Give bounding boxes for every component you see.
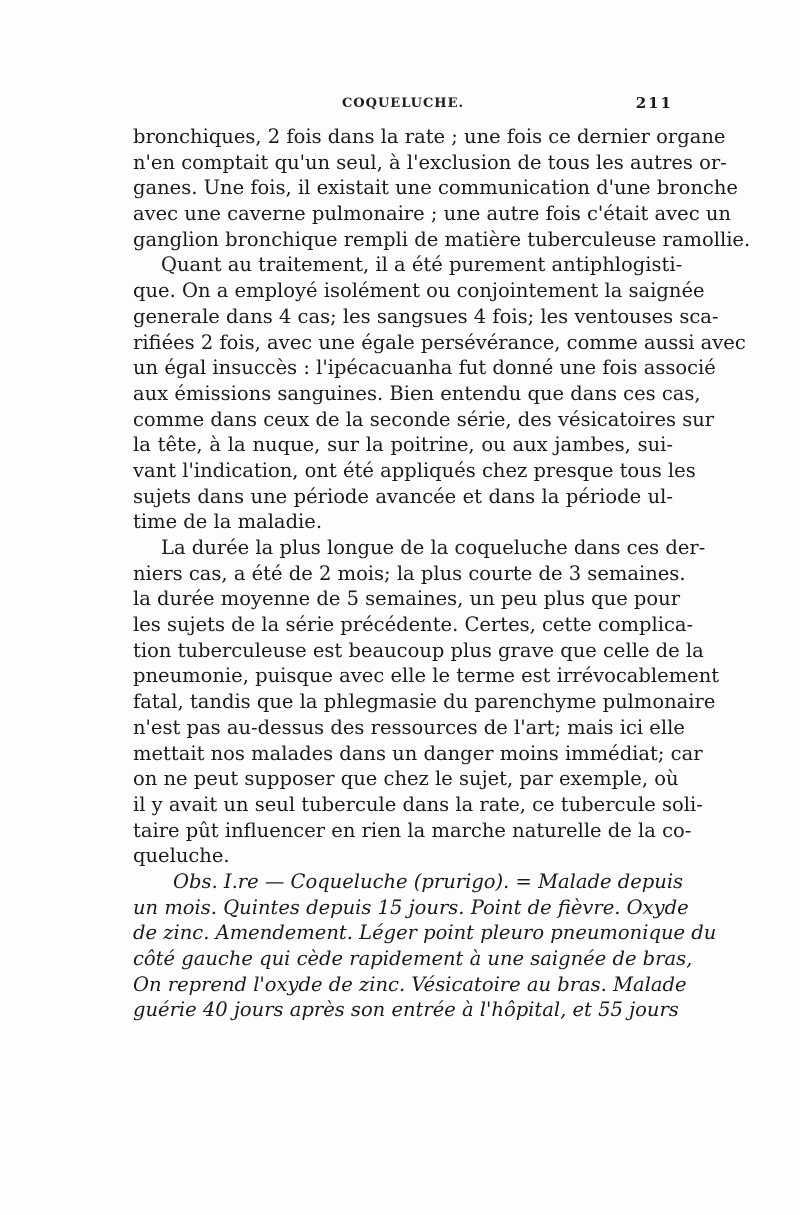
text-line: aux émissions sanguines. Bien entendu que dans ces cas, xyxy=(133,381,701,405)
text-line: vant l'indication, ont été appliqués chez presque tous les xyxy=(133,458,696,482)
observation-line: On reprend l'oxyde de zinc. Vésicatoire au bras. Malade xyxy=(133,972,687,996)
text-line: comme dans ceux de la seconde série, des vésicatoires sur xyxy=(133,407,715,431)
body-text xyxy=(133,124,751,1023)
text-line: un égal insuccès : l'ipécacuanha fut donné une fois associé xyxy=(133,356,716,380)
text-line: sujets dans une période avancée et dans la période ul- xyxy=(133,484,673,508)
text-line: on ne peut supposer que chez le sujet, par exemple, où xyxy=(133,767,679,791)
text-line: la tête, à la nuque, sur la poitrine, ou aux jambes, sui- xyxy=(133,433,673,457)
text-line: taire pût influencer en rien la marche naturelle de la co- xyxy=(133,818,692,842)
observation-line: un mois. Quintes depuis 15 jours. Point de fièvre. Oxyde xyxy=(133,895,689,919)
running-title: COQUELUCHE. xyxy=(341,96,465,111)
text-line: Quant au traitement, il a été purement antiphlogisti- xyxy=(161,253,683,277)
text-line: il y avait un seul tubercule dans la rate, ce tubercule soli- xyxy=(133,792,703,816)
text-line: rifiées 2 fois, avec une égale persévérance, comme aussi avec xyxy=(133,330,746,354)
text-line: La durée la plus longue de la coqueluche dans ces der- xyxy=(161,536,706,559)
text-line: n'est pas au-dessus des ressources de l'art; mais ici elle xyxy=(133,715,685,739)
observation-line: de zinc. Amendement. Léger point pleuro pneumonique du xyxy=(133,921,717,945)
text-line: avec une caverne pulmonaire ; une autre fois c'était avec un xyxy=(133,202,731,226)
text-line: tion tuberculeuse est beaucoup plus grave que celle de la xyxy=(133,638,704,662)
text-line: queluche. xyxy=(133,844,230,868)
text-line: bronchiques, 2 fois dans la rate ; une fois ce dernier organe xyxy=(133,125,726,148)
text-line: mettait nos malades dans un danger moins immédiat; car xyxy=(133,741,703,765)
text-line: fatal, tandis que la phlegmasie du parenchyme pulmonaire xyxy=(133,690,716,714)
text-line: n'en comptait qu'un seul, à l'exclusion de tous les autres or- xyxy=(133,150,727,174)
observation-line: Obs. I.re — Coqueluche (prurigo). = Malade depuis xyxy=(173,869,684,893)
observation-line: guérie 40 jours après son entrée à l'hôpital, et 55 jours xyxy=(133,998,679,1022)
text-line: ganglion bronchique rempli de matière tuberculeuse ramollie. xyxy=(133,227,751,251)
text-line: niers cas, a été de 2 mois; la plus courte de 3 semaines. xyxy=(133,561,686,585)
text-line: que. On a employé isolément ou conjointement la saignée xyxy=(133,279,705,303)
text-line: time de la maladie. xyxy=(133,510,323,534)
text-line: les sujets de la série précédente. Certes, cette complica- xyxy=(133,613,694,637)
text-line: generale dans 4 cas; les sangsues 4 fois; les ventouses sca- xyxy=(133,304,719,328)
text-line: la durée moyenne de 5 semaines, un peu plus que pour xyxy=(133,587,681,611)
observation-line: côté gauche qui cède rapidement à une saignée de bras, xyxy=(133,947,693,970)
text-line: pneumonie, puisque avec elle le terme est irrévocablement xyxy=(133,664,720,688)
page-header xyxy=(133,92,673,116)
page-number: 211 xyxy=(635,94,673,112)
text-line: ganes. Une fois, il existait une communication d'une bronche xyxy=(133,176,738,200)
